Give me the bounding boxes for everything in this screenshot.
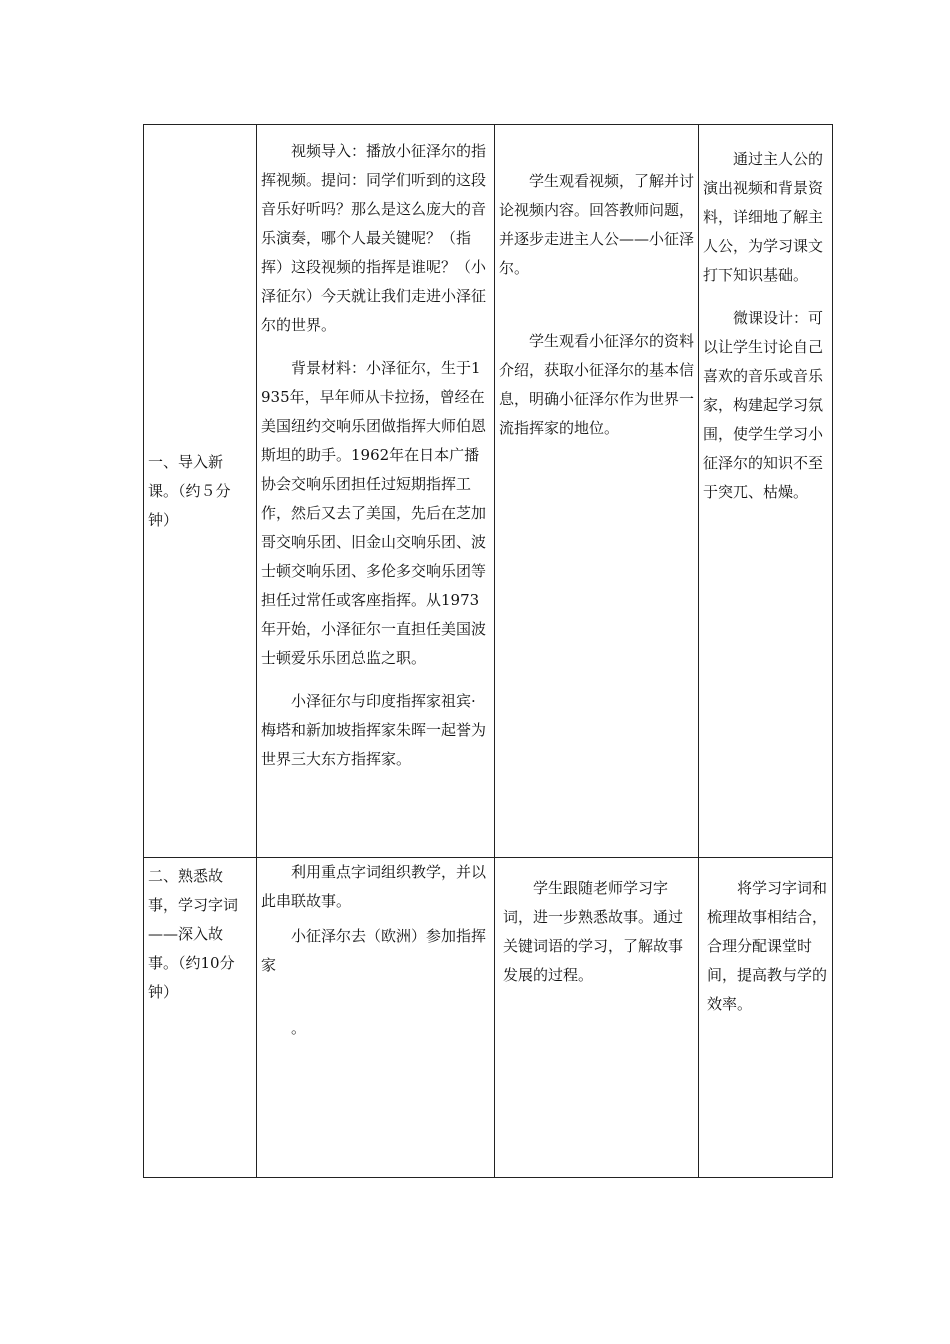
- teacher-paragraph: 背景材料：小泽征尔，生于1935年，早年师从卡拉扬，曾经在美国纽约交响乐团做指挥大师伯恩斯坦的助手。1962年在日本广播协会交响乐团担任过短期指挥工作，然后又去了美国，先后在芝加哥交响乐团、旧金山交响乐团、波士顿交响乐团、多伦多交响乐团等担任过常任或客座指挥。从1973年开始，小泽征尔一直担任美国波士顿爱乐乐团总监之职。: [261, 359, 487, 667]
- student-activity-cell: [495, 858, 699, 1178]
- teacher-paragraph: 小泽征尔与印度指挥家祖宾·梅塔和新加坡指挥家朱晖一起誉为世界三大东方指挥家。: [261, 692, 487, 768]
- stage-cell: [144, 858, 257, 1178]
- stage-text: 一、导入新课。（约５分钟）: [148, 452, 231, 529]
- table-row: [144, 125, 833, 858]
- teacher-paragraph: 。: [291, 1019, 307, 1037]
- student-paragraph: 学生观看视频，了解并讨论视频内容。回答教师问题，并逐步走进主人公——小征泽尔。: [499, 172, 695, 277]
- student-activity-cell: [495, 125, 699, 858]
- teacher-activity-cell: [257, 125, 495, 858]
- stage-cell: [144, 125, 257, 858]
- design-intent-cell: [699, 125, 833, 858]
- student-paragraph: 学生跟随老师学习字词，进一步熟悉故事。通过关键词语的学习，了解故事发展的过程。: [503, 879, 684, 984]
- teacher-paragraph: 视频导入：播放小征泽尔的指挥视频。提问：同学们听到的这段音乐好听吗？那么是这么庞大的音乐演奏，哪个人最关键呢？（指挥）这段视频的指挥是谁呢？（小泽征尔）今天就让我们走进小泽征尔的世界。: [261, 142, 487, 334]
- lesson-plan-table: [143, 124, 833, 1178]
- design-paragraph: 将学习字词和梳理故事相结合，合理分配课堂时间，提高教与学的效率。: [707, 879, 828, 1013]
- teacher-paragraph: 利用重点字词组织教学，并以此串联故事。: [261, 863, 487, 910]
- design-intent-cell: [699, 858, 833, 1178]
- student-paragraph: 学生观看小征泽尔的资料介绍，获取小征泽尔的基本信息，明确小征泽尔作为世界一流指挥家的地位。: [499, 332, 695, 437]
- stage-text: 二、熟悉故事，学习字词——深入故事。（约10分钟）: [148, 867, 239, 1001]
- teacher-paragraph: 小征泽尔去（欧洲）参加指挥家: [261, 927, 487, 974]
- design-paragraph: 通过主人公的演出视频和背景资料，详细地了解主人公，为学习课文打下知识基础。: [703, 150, 824, 284]
- design-paragraph: 微课设计：可以让学生讨论自己喜欢的音乐或音乐家，构建起学习氛围，使学生学习小征泽尔的知识不至于突兀、枯燥。: [703, 309, 824, 501]
- table-row: [144, 858, 833, 1178]
- teacher-activity-cell: [257, 858, 495, 1178]
